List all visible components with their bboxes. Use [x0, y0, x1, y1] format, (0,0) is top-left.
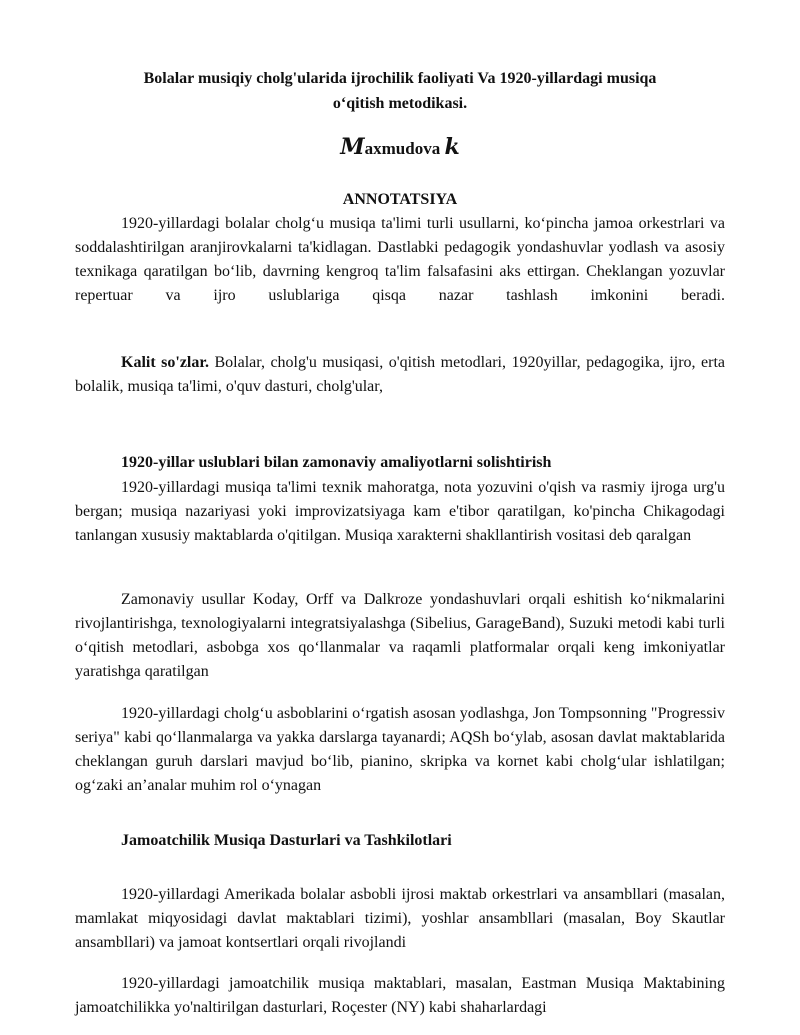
comparison-paragraph-2: Zamonaviy usullar Koday, Orff va Dalkroze yondashuvlari orqali eshitish ko‘nikmalarini rivojlantirishga, texnologiyalarni integratsiyalashga (Sibelius, GarageBand), Suzuki metodi kabi turli o‘qitish metodlari, asbobga xos qo‘llanmalar va raqamli platformalar orqali keng imkoniyatlar yaratishga qaratilgan — [75, 591, 725, 680]
title-line-2: o‘qitish metodikasi. — [332, 95, 468, 112]
document-title — [75, 66, 725, 116]
section-heading-community: Jamoatchilik Musiqa Dasturlari va Tashkilotlari — [121, 832, 452, 849]
comparison-paragraph-3: 1920-yillardagi cholg‘u asboblarini o‘rgatish asosan yodlashga, Jon Tompsonning "Progressiv seriya" kabi qo‘llanmalarga va yakka darslarga tayanardi; AQSh bo‘ylab, asosan davlat maktablarida cheklangan guruh darslari mavjud bo‘lib, pianino, skripka va kornet kabi cholg‘ular ishlatilgan; og‘zaki an’analar muhim rol o‘ynagan — [75, 705, 725, 794]
keywords-paragraph — [75, 351, 725, 399]
author-name — [0, 134, 800, 162]
author-initial-k: k — [444, 134, 460, 160]
keywords-text: Bolalar, cholg'u musiqasi, o'qitish metodlari, 1920yillar, pedagogika, ijro, erta bolalik, musiqa ta'limi, o'quv dasturi, cholg'ular, — [75, 354, 726, 395]
author-initial-m: M — [340, 134, 365, 160]
community-paragraph-2: 1920-yillardagi jamoatchilik musiqa maktablari, masalan, Eastman Musiqa Maktabining jamoatchilikka yo'naltirilgan dasturlari, Roçester (NY) kabi shaharlardagi — [75, 975, 725, 1016]
section-heading-comparison: 1920-yillar uslublari bilan zamonaviy amaliyotlarni solishtirish — [121, 454, 552, 471]
comparison-paragraph-1: 1920-yillardagi musiqa ta'limi texnik mahoratga, nota yozuvini o'qish va rasmiy ijroga urg'u bergan; musiqa nazariyasi yoki improvizatsiyaga kam e'tibor qaratilgan, ko'pincha Chikagodagi tanlangan xususiy maktablarda o'qitilgan. Musiqa xarakterni shakllantirish vositasi deb qaralgan — [75, 479, 725, 544]
author-surname: axmudova — [364, 139, 445, 158]
keywords-label: Kalit so'zlar. — [121, 354, 210, 371]
annotation-text: 1920-yillardagi bolalar cholg‘u musiqa ta'limi turli usullarni, ko‘pincha jamoa orkestrlari va soddalashtirilgan aranjirovkalarni ta'kidlagan. Dastlabki pedagogik yondashuvlar yodlash va asosiy texnikaga qaratilgan bo‘lib, davrning kengroq ta'lim falsafasini aks ettirgan. Cheklangan yozuvlar repertuar va ijro uslublariga qisqa nazar tashlash imkonini beradi. — [75, 215, 725, 304]
community-paragraph-1: 1920-yillardagi Amerikada bolalar asbobli ijrosi maktab orkestrlari va ansambllari (masalan, mamlakat miqyosidagi davlat maktablari tizimi), yoshlar ansambllari (masalan, Boy Skautlar ansambllari) va jamoat kontsertlari orqali rivojlandi — [75, 886, 725, 951]
annotation-heading: ANNOTATSIYA — [342, 191, 458, 208]
title-line-1: Bolalar musiqiy cholg'ularida ijrochilik faoliyati Va 1920-yillardagi musiqa — [143, 70, 657, 87]
